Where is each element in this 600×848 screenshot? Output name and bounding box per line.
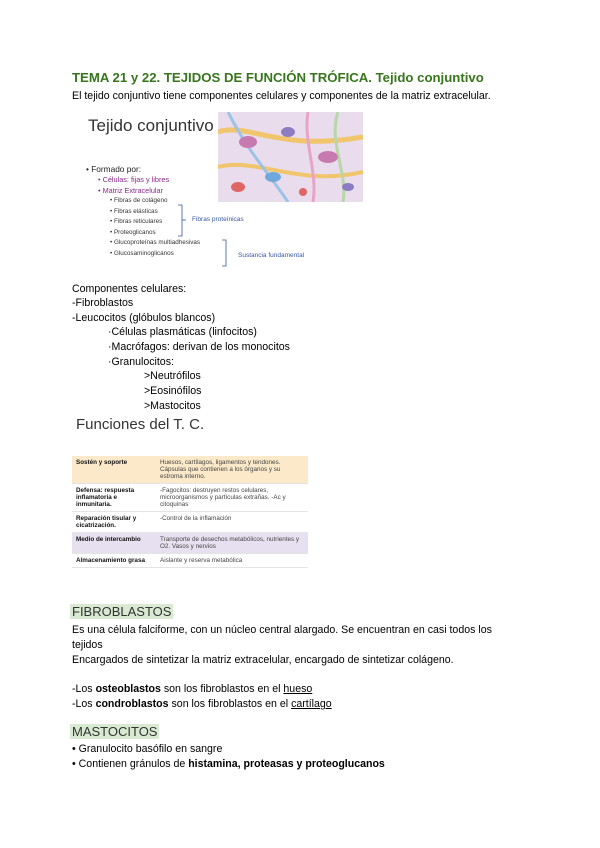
- item-reticulares: Fibras reticulares: [113, 218, 163, 225]
- item-eosinofilos: >Eosinófilos: [144, 385, 202, 397]
- condroblastos-line: -Los condroblastos son los fibroblastos en el cartílago: [72, 698, 332, 710]
- item-colageno: Fibras de colágeno: [113, 197, 168, 204]
- slide-brackets: [178, 204, 238, 274]
- label-sustancia-fundamental: Sustancia fundamental: [238, 252, 305, 259]
- components-heading: Componentes celulares:: [72, 283, 187, 295]
- table-cell-key: Sostén y soporte: [72, 456, 156, 484]
- table-row: [72, 512, 308, 533]
- table-cell-key: Medio de intercambio: [72, 533, 156, 554]
- osteoblastos-line: -Los osteoblastos son los fibroblastos en el hueso: [72, 683, 313, 695]
- label-fibras-proteinicas: Fibras proteínicas: [192, 216, 244, 223]
- item-neutrofilos: >Neutrófilos: [144, 370, 201, 382]
- mastocitos-heading: MASTOCITOS: [72, 724, 158, 739]
- item-macrofagos: ·Macrófagos: derivan de los monocitos: [108, 341, 290, 353]
- table-cell-value: -Control de la inflamación: [156, 512, 308, 533]
- item-granulocitos: ·Granulocitos:: [108, 356, 174, 368]
- item-plasmaticas: ·Células plasmáticas (linfocitos): [108, 326, 257, 338]
- table-cell-key: Reparación tisular y cicatrización.: [72, 512, 156, 533]
- condroblastos-term: condroblastos: [95, 698, 169, 710]
- item-glucoproteinas: Glucoproteínas multiadhesivas: [113, 239, 201, 246]
- connective-tissue-illustration: [218, 112, 363, 202]
- item-glucosaminoglicanos: Glucosaminoglicanos: [113, 249, 174, 257]
- fibro-paragraph-2: Encargados de sintetizar la matriz extracelular, encargado de sintetizar colágeno.: [72, 654, 454, 666]
- table-cell-value: Huesos, cartílagos, ligamentos y tendones. Cápsulas que contienen a los órganos y su estroma interno.: [156, 456, 308, 484]
- intro-text: El tejido conjuntivo tiene componentes celulares y componentes de la matriz extracelular.: [72, 90, 491, 102]
- sub-celulas: Células: fijas y libres: [102, 175, 170, 184]
- table-row: [72, 554, 308, 568]
- table-row: [72, 484, 308, 512]
- hueso-term: hueso: [283, 683, 313, 695]
- sub-matriz: Matriz Extracelular: [102, 186, 164, 195]
- table-cell-value: Transporte de desechos metabólicos, nutrientes y O2. Vasos y nervios: [156, 533, 308, 554]
- slide-bullet-list: • Formado por: • Células: fijas y libres • Matriz Extracelular • Fibras de colágeno • Fibras elásticas • Fibras reticulares • Proteoglicanos • Glucoproteínas multiadhesivas • Glucosaminoglicanos: [86, 164, 201, 257]
- item-proteoglicanos: Proteoglicanos: [113, 228, 156, 236]
- functions-table: [72, 456, 308, 568]
- fibroblastos-heading: FIBROBLASTOS: [72, 604, 172, 619]
- fibro-paragraph-1a: Es una célula falciforme, con un núcleo central alargado. Se encuentran en casi todos los: [72, 624, 492, 636]
- slide-tejido-conjuntivo: [80, 112, 330, 282]
- osteoblastos-term: osteoblastos: [95, 683, 161, 695]
- table-cell-value: -Fagocitos: destruyen restos celulares, microorganismos y partículas extrañas. -Ac y citoquinas: [156, 484, 308, 512]
- masto-bullet-2: • Contienen gránulos de histamina, proteasas y proteoglucanos: [72, 758, 385, 770]
- masto-bullet-1: • Granulocito basófilo en sangre: [72, 743, 223, 755]
- table-cell-key: Defensa: respuesta inflamatoria e inmunitaria.: [72, 484, 156, 512]
- table-cell-key: Almacenamiento grasa: [72, 554, 156, 568]
- document-title: TEMA 21 y 22. TEJIDOS DE FUNCIÓN TRÓFICA. Tejido conjuntivo: [72, 70, 484, 85]
- item-fibroblastos: -Fibroblastos: [72, 297, 134, 309]
- formado-label: Formado por:: [91, 164, 142, 174]
- granules-terms: histamina, proteasas y proteoglucanos: [188, 758, 385, 770]
- item-leucocitos: -Leucocitos (glóbulos blancos): [72, 312, 216, 324]
- table-cell-value: Aislante y reserva metabólica: [156, 554, 308, 568]
- slide-funciones-heading: Funciones del T. C.: [76, 416, 205, 433]
- item-elasticas: Fibras elásticas: [113, 207, 158, 215]
- cartilago-term: cartílago: [291, 698, 332, 710]
- slide-heading: Tejido conjuntivo: [88, 116, 214, 135]
- table-row: [72, 456, 308, 484]
- fibro-paragraph-1b: tejidos: [72, 639, 103, 651]
- table-row: [72, 533, 308, 554]
- item-mastocitos: >Mastocitos: [144, 400, 201, 412]
